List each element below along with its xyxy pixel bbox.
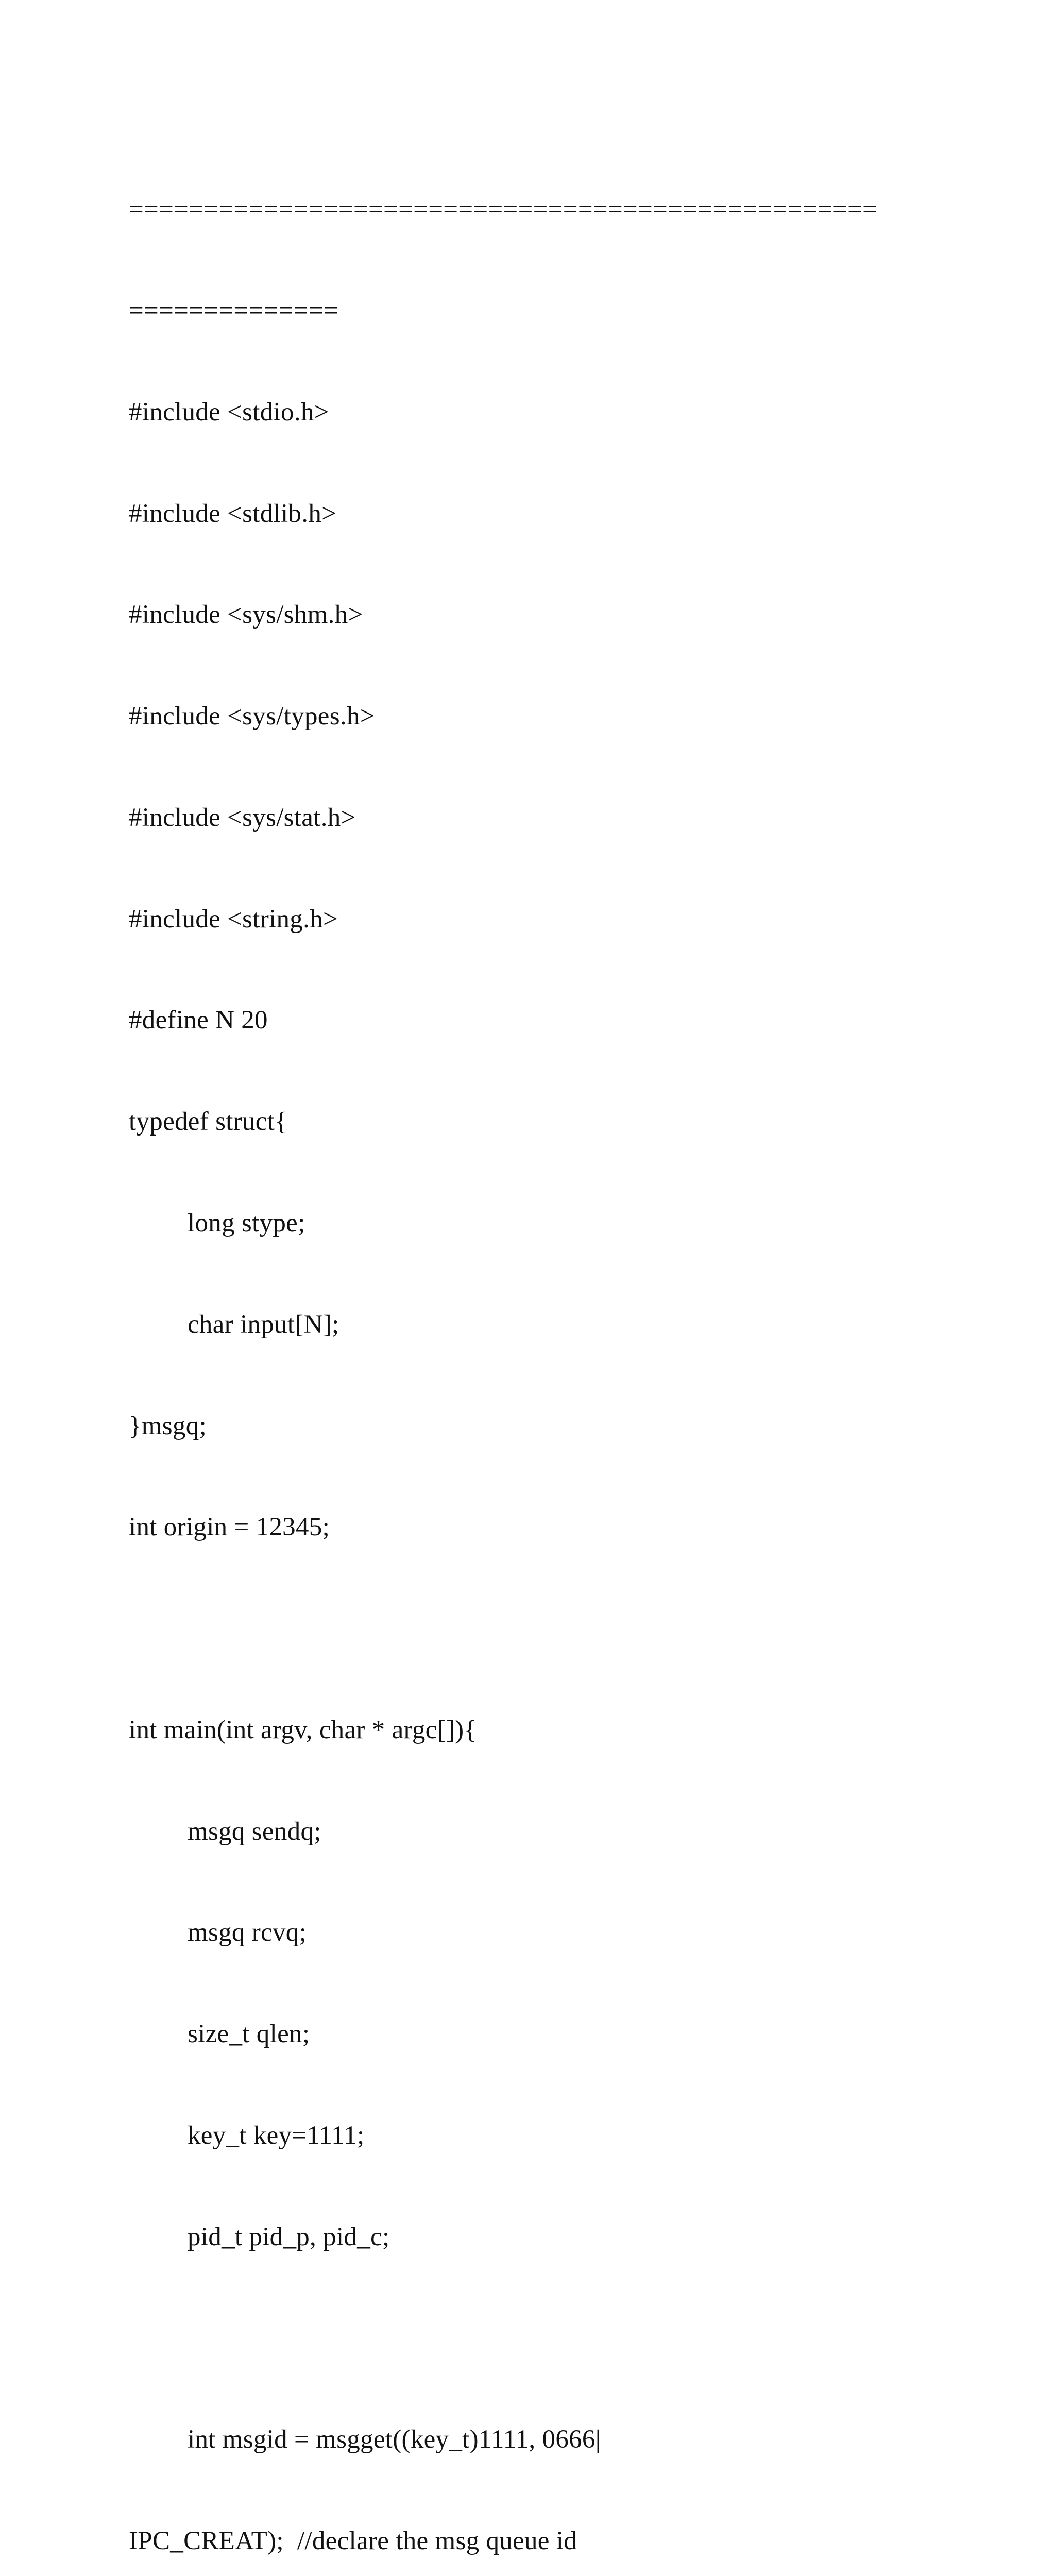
code-line: int main(int argv, char * argc[]){ <box>129 1715 477 1744</box>
code-line: #include <stdlib.h> <box>129 499 337 528</box>
code-line: msgq rcvq; <box>188 1918 307 1947</box>
code-line: char input[N]; <box>188 1310 339 1339</box>
code-line: #include <sys/stat.h> <box>129 803 356 832</box>
blank-line <box>129 2322 984 2356</box>
code-line: #define N 20 <box>129 1006 268 1035</box>
code-line: #include <sys/types.h> <box>129 702 375 731</box>
code-line: #include <string.h> <box>129 904 338 934</box>
code-line: int msgid = msgget((key_t)1111, 0666| <box>188 2425 601 2454</box>
code-line: key_t key=1111; <box>188 2121 365 2150</box>
code-line: typedef struct{ <box>129 1107 287 1137</box>
code-listing <box>129 125 984 2576</box>
code-line: long stype; <box>188 1209 305 1238</box>
separator-line: ================================================== <box>129 195 878 224</box>
code-line: #include <stdio.h> <box>129 397 329 427</box>
code-line: }msgq; <box>129 1411 207 1440</box>
code-line: msgq sendq; <box>188 1817 321 1846</box>
code-line: size_t qlen; <box>188 2020 310 2049</box>
code-line: #include <sys/shm.h> <box>129 600 363 630</box>
code-line: int origin = 12345; <box>129 1513 330 1542</box>
code-line: IPC_CREAT); //declare the msg queue id <box>129 2527 577 2556</box>
blank-line <box>129 1612 984 1646</box>
code-line: pid_t pid_p, pid_c; <box>188 2222 390 2251</box>
separator-line: ============== <box>129 296 338 325</box>
